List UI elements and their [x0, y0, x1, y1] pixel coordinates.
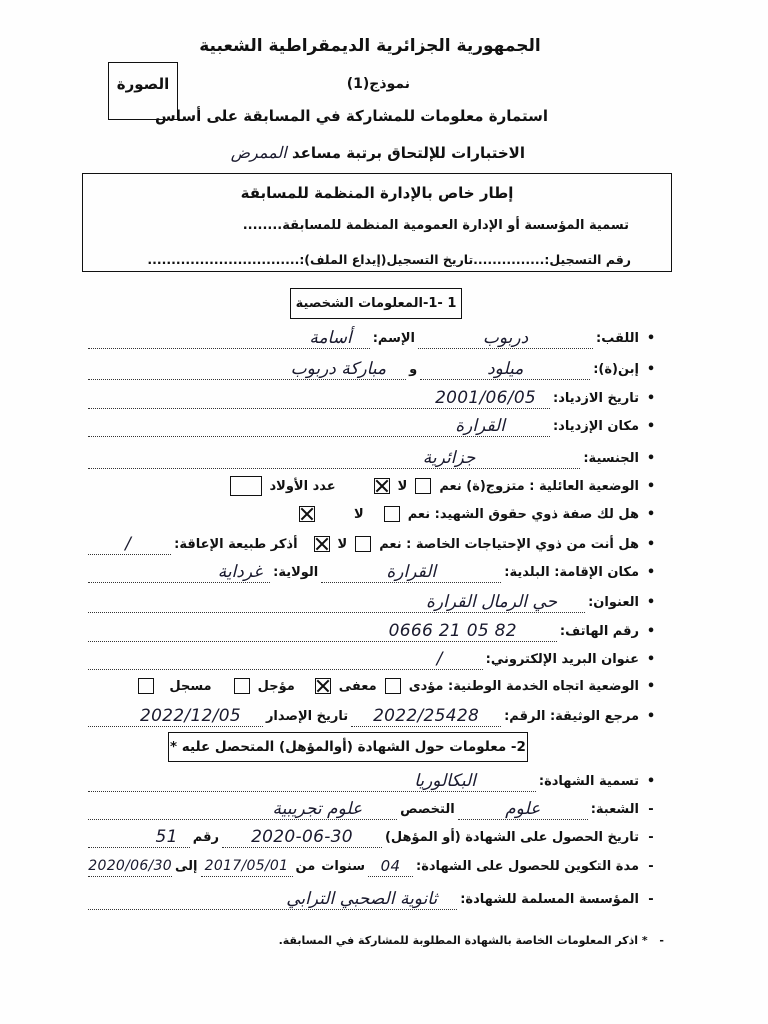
parent-label: إبن(ة):	[593, 362, 639, 377]
family-status-label: الوضعية العائلية : متزوج(ة) نعم	[439, 479, 639, 494]
martyr-no-label: لا	[354, 507, 364, 522]
photo-label: الصورة	[116, 75, 170, 93]
section-personal-title: 1 -1-المعلومات الشخصية	[290, 288, 462, 319]
married-no-label: لا	[397, 479, 408, 494]
phone-value: 0666 21 05 82	[88, 620, 557, 642]
bullet-icon: •	[646, 391, 656, 406]
training-from-value: 2017/05/01	[201, 855, 293, 877]
military-exempt-checkbox	[315, 678, 331, 694]
nationality-row	[88, 445, 660, 469]
email-value: /	[88, 648, 483, 670]
birth-place-value: القرارة	[88, 415, 550, 437]
obtained-date-row	[88, 824, 660, 848]
surname-row	[88, 325, 660, 349]
specialty-value: علوم تجريبية	[88, 798, 397, 820]
children-count-box	[230, 476, 262, 496]
email-row	[88, 646, 660, 670]
certificate-number-value: 51	[88, 826, 190, 848]
married-yes-checkbox	[415, 478, 431, 494]
birth-place-label: مكان الإزدياد:	[552, 419, 639, 434]
martyr-yes-checkbox	[384, 506, 400, 522]
training-duration-value: 04	[368, 855, 413, 877]
dash-icon: -	[648, 892, 654, 907]
commune-label: مكان الإقامة: البلدية:	[504, 565, 639, 580]
special-needs-row	[88, 531, 660, 555]
special-needs-no-checkbox	[314, 536, 330, 552]
special-needs-no-label: لا	[337, 537, 348, 552]
training-duration-label: مدة التكوين للحصول على الشهادة:	[416, 859, 639, 874]
military-exempt-label: معفى	[338, 679, 377, 694]
commune-value: القرارة	[321, 561, 501, 583]
father-value: ميلود	[420, 358, 590, 380]
disability-value: /	[88, 533, 171, 555]
phone-label: رقم الهاتف:	[559, 624, 639, 639]
name-label: الإسم:	[372, 331, 416, 346]
military-registered-checkbox	[138, 678, 154, 694]
issuing-institution-row	[88, 886, 660, 910]
surname-value: دربوب	[418, 327, 593, 349]
model-number: نموذج(1)	[346, 76, 410, 92]
branch-row	[88, 796, 660, 820]
certificate-name-label: تسمية الشهادة:	[538, 774, 639, 789]
bullet-icon: •	[646, 419, 656, 434]
birth-date-row	[88, 385, 660, 409]
republic-title: الجمهورية الجزائرية الديمقراطية الشعبية	[199, 36, 541, 56]
form-subtitle-text: الاختبارات للإلتحاق برتبة مساعد	[291, 144, 525, 162]
rank-handwritten: الممرض	[230, 143, 287, 162]
military-service-row	[88, 673, 660, 697]
wilaya-value: غرداية	[88, 561, 270, 583]
special-needs-label: هل أنت من ذوي الإحتياجات الخاصة : نعم	[379, 537, 639, 552]
dash-icon: -	[648, 830, 654, 845]
phone-row	[88, 618, 660, 642]
birth-place-row	[88, 413, 660, 437]
email-label: عنوان البريد الإلكتروني:	[485, 652, 639, 667]
training-duration-row	[88, 853, 660, 877]
issue-date-value: 2022/12/05	[88, 705, 263, 727]
issuing-institution-value: ثانوية الصحبي الترابي	[88, 888, 457, 910]
issuing-institution-label: المؤسسة المسلمة للشهادة:	[460, 892, 639, 907]
military-service-label: الوضعية اتجاه الخدمة الوطنية: مؤدى	[408, 679, 639, 694]
surname-label: اللقب:	[596, 331, 639, 346]
years-label: سنوات	[321, 859, 366, 874]
wilaya-label: الولاية:	[273, 565, 319, 580]
parents-row	[88, 356, 660, 380]
to-label: إلى	[175, 859, 198, 874]
bullet-icon: •	[646, 507, 656, 522]
footnote-text: * اذكر المعلومات الخاصة بالشهادة المطلوبة للمشاركة في المسابقة.	[278, 934, 648, 947]
document-reference-row	[88, 703, 660, 727]
document-number-label: مرجع الوثيقة: الرقم:	[504, 709, 639, 724]
mother-value: مباركة دربوب	[88, 358, 406, 380]
martyr-no-checkbox	[299, 506, 315, 522]
section-certificate-title: 2- معلومات حول الشهادة (أوالمؤهل) المتحصل عليه *	[168, 732, 528, 762]
birth-date-label: تاريخ الازدياد:	[553, 391, 639, 406]
bullet-icon: •	[646, 652, 656, 667]
admin-box-title: إطار خاص بالإدارة المنظمة للمسابقة	[240, 184, 514, 202]
and-label: و	[409, 362, 418, 377]
certificate-number-label: رقم	[192, 830, 219, 845]
married-no-checkbox	[374, 478, 390, 494]
military-deferred-checkbox	[234, 678, 250, 694]
form-subtitle	[231, 142, 525, 164]
specialty-label: التخصص	[400, 802, 455, 817]
nationality-value: جزائرية	[88, 447, 580, 469]
disability-label: أذكر طبيعة الإعاقة:	[174, 537, 298, 552]
birth-date-value: 2001/06/05	[88, 387, 550, 409]
address-row	[88, 589, 660, 613]
martyr-rights-row	[88, 501, 660, 525]
bullet-icon: •	[646, 451, 656, 466]
residence-row	[88, 559, 660, 583]
martyr-rights-label: هل لك صفة ذوي حقوق الشهيد: نعم	[407, 507, 639, 522]
nationality-label: الجنسية:	[583, 451, 639, 466]
admin-box	[82, 173, 672, 272]
children-label: عدد الأولاد	[269, 479, 336, 494]
bullet-icon: •	[646, 362, 656, 377]
issue-date-label: تاريخ الإصدار	[265, 709, 349, 724]
military-deferred-label: مؤجل	[257, 679, 295, 694]
organizing-institution-line: تسمية المؤسسة أو الإدارة العمومية المنظمة للمسابقة........	[242, 218, 629, 233]
name-value: أسامة	[88, 327, 370, 349]
footnote-dash: -	[659, 934, 664, 947]
bullet-icon: •	[646, 595, 656, 610]
obtained-date-value: 2020-06-30	[222, 826, 382, 848]
bullet-icon: •	[646, 709, 656, 724]
dash-icon: -	[648, 802, 654, 817]
footnote	[279, 934, 664, 947]
bullet-icon: •	[646, 679, 656, 694]
bullet-icon: •	[646, 479, 656, 494]
branch-label: الشعبة:	[590, 802, 639, 817]
form-title: استمارة معلومات للمشاركة في المسابقة على أساس	[155, 107, 548, 125]
bullet-icon: •	[646, 537, 656, 552]
certificate-name-value: البكالوريا	[88, 770, 536, 792]
special-needs-yes-checkbox	[355, 536, 371, 552]
address-label: العنوان:	[588, 595, 639, 610]
bullet-icon: •	[646, 774, 656, 789]
branch-value: علوم	[458, 798, 588, 820]
bullet-icon: •	[646, 331, 656, 346]
address-value: حي الرمال القرارة	[88, 591, 585, 613]
registration-line: رقم التسجيل:...............تاريخ التسجيل(إيداع الملف):................................	[147, 252, 631, 267]
document-number-value: 2022/25428	[351, 705, 501, 727]
certificate-name-row	[88, 768, 660, 792]
training-to-value: 2020/06/30	[88, 855, 172, 877]
military-registered-label: مسجل	[169, 679, 212, 694]
from-label: من	[295, 859, 316, 874]
obtained-date-label: تاريخ الحصول على الشهادة (أو المؤهل)	[384, 830, 639, 845]
dash-icon: -	[648, 859, 654, 874]
bullet-icon: •	[646, 624, 656, 639]
military-done-checkbox	[385, 678, 401, 694]
bullet-icon: •	[646, 565, 656, 580]
family-status-row	[88, 473, 660, 497]
